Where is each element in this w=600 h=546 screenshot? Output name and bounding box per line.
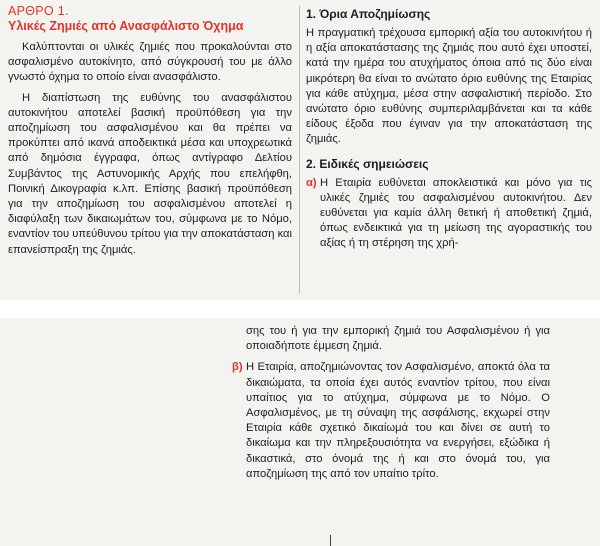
list-item [232, 360, 550, 482]
left-column [8, 4, 292, 263]
list-item [306, 176, 592, 252]
page-edge-mark [330, 535, 331, 546]
section-title: 1. Όρια Αποζημίωσης [306, 7, 431, 21]
paragraph: Η πραγματική τρέχουσα εμπορική αξία του αυτοκινήτου ή η αξία αποκατάστασης της ζημιάς που αυτό έχει υποστεί, κατά την ημέρα του ατυχήματος όποια από τις δύο είναι μικρότερη θα είναι το ανώτατο όριο ευθύνης της Εταιρίας για κάθε ατύχημα, μέσα στην ασφαλιστική περίοδο. Στο ανώτατο όριο ευθύνης συμπεριλαμβάνεται και τα κάθε είδους έξοδα που έγιναν για την αποκατάσταση της ζημιάς. [306, 27, 592, 146]
paragraph: Καλύπτονται οι υλικές ζημιές που προκαλούνται στο ασφαλισμένο αυτοκίνητο, από σύγκρουσή του με άλλο γνωστό όχημα το οποίο είναι ανασφάλιστο. [8, 41, 292, 84]
paragraph: σης του ή για την εμπορική ζημιά του Ασφαλισμένου ή για οποιαδήποτε έμμεση ζημιά. [246, 325, 550, 353]
bottom-column [232, 324, 550, 487]
list-item-text: Η Εταιρία ευθύνεται αποκλειστικά και μόνο για τις υλικές ζημιές του ασφαλισμένου αυτοκινήτου. Δεν ευθύνεται για καμία άλλη θετική ή αποθετική ζημιά, όπως ενδεικτικά για τη μείωση της αγοραστικής του αξίας ή τη στέρηση της χρή- [320, 176, 592, 250]
right-column [306, 6, 592, 257]
article-title: Υλικές Ζημιές από Ανασφάλιστο Όχημα [8, 19, 244, 33]
section-title: 2. Ειδικές σημειώσεις [306, 156, 429, 171]
list-marker: α) [306, 176, 317, 189]
article-label: ΑΡΘΡΟ 1. [8, 4, 69, 18]
list-item-text: Η Εταιρία, αποζημιώνοντας τον Ασφαλισμένο, αποκτά όλα τα δικαιώματα, τα οποία έχει αυτός εναντίον τρίτου, που είναι υπαίτιος για το ατύχημα, σύμφωνα με το Νόμο. Ο Ασφαλισμένος, με τη σύναψη της ασφάλισης, εκχωρεί στην Εταιρία κάθε σχετικό δικαίωμά του και δίνει σε αυτή το δικαίωμα και την πληρεξουσιότητα να ενεργήσει, εξώδικα ή δικαστικά, στο όνομά της ή και στο όνομά του, για αποζημίωση της από τον υπαίτιο τρίτο. [246, 361, 550, 480]
list-marker: β) [232, 361, 243, 374]
paragraph: Η διαπίστωση της ευθύνης του ανασφάλιστου αυτοκινήτου αποτελεί βασική προϋπόθεση για την αποζημίωση του ασφαλισμένου και θα πρέπει να προκύπτει από ικανά αποδεικτικά μέσα και υποχρεωτικά από δημόσια έγγραφα, όπως αντίγραφο Δελτίου Συμβάντος της Αστυνομικής Αρχής που επελήφθη, Ποινική Δικογραφία κ.λπ. Επίσης βασική προϋπόθεση για την αποζημίωση του ασφαλισμένου αποτελεί η διαφύλαξη των δικαιωμάτων του, σύμφωνα με το Νόμο, εναντίον του υπεύθυνου τρίτου για την αποκατάσταση και επανείσπραξη της ζημιάς. [8, 91, 292, 256]
column-divider [299, 6, 300, 294]
